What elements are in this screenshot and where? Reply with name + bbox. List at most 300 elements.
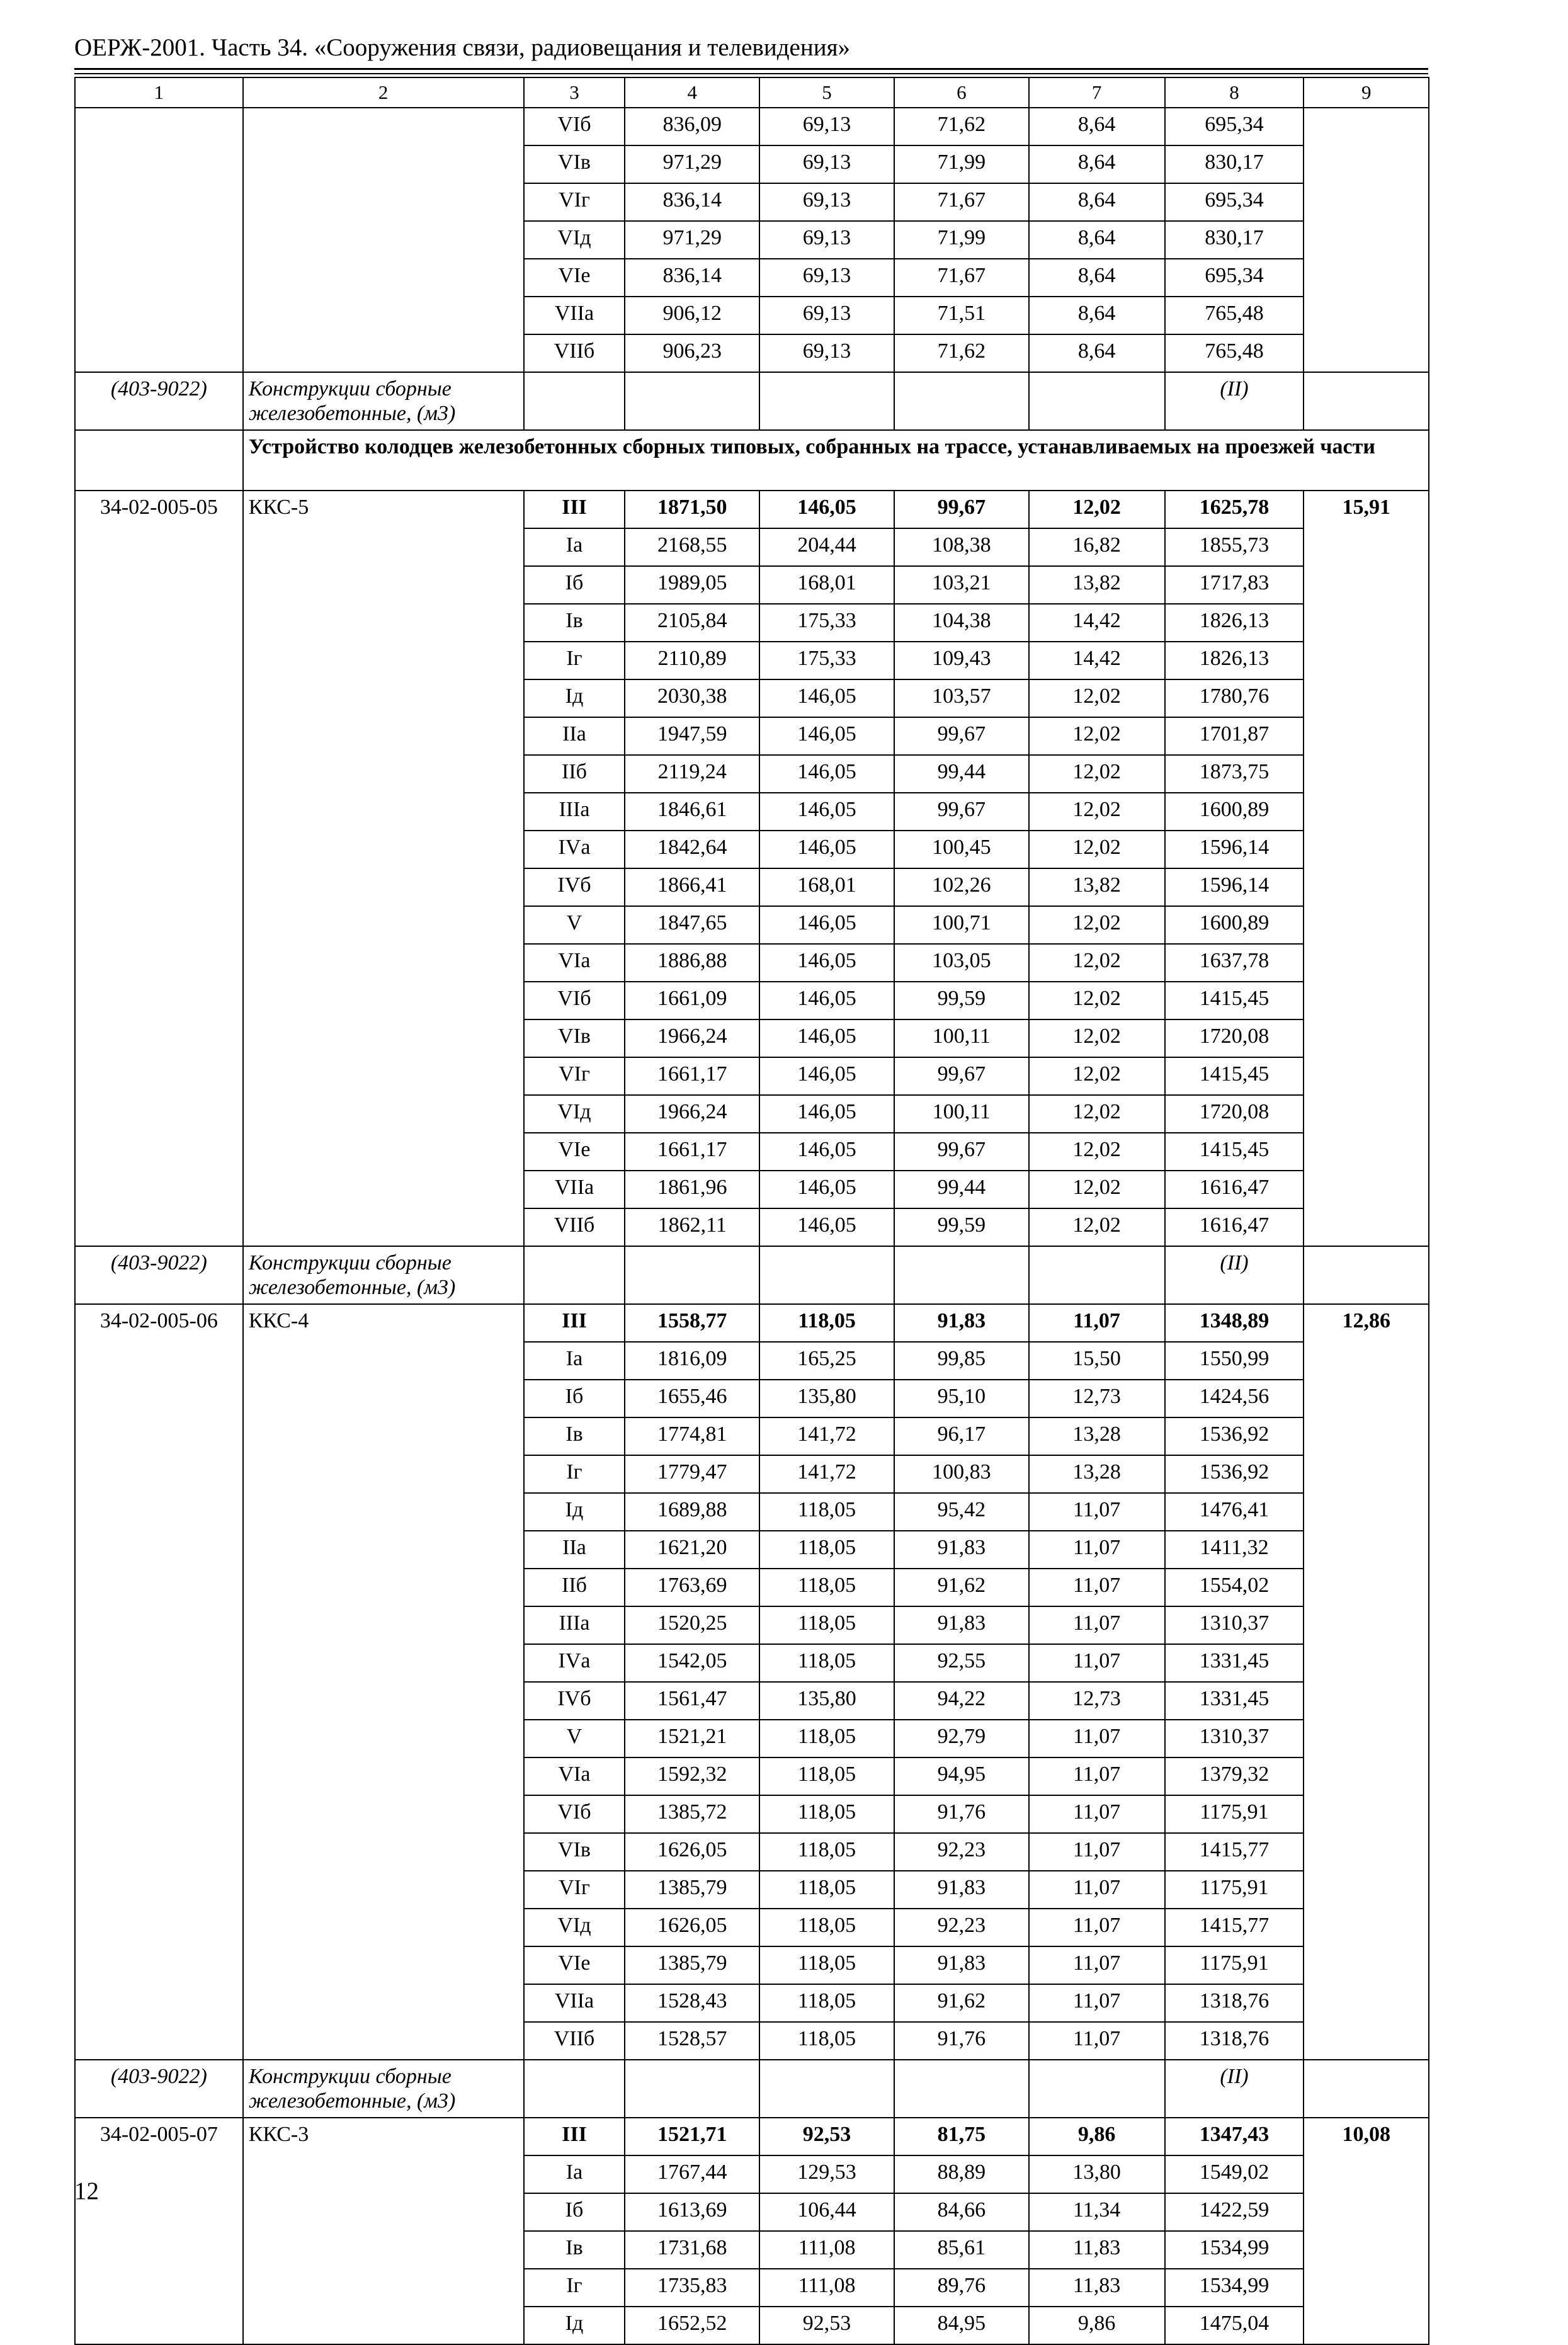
labor-value: 10,08 [1304,2118,1429,2344]
table-cell: VIд [524,1909,625,1946]
header-rule-thin [74,73,1428,74]
table-cell: 85,61 [894,2231,1029,2269]
rate-code: 34-02-005-05 [75,491,243,1246]
labor-value [1304,108,1429,372]
table-cell: VIб [524,982,625,1019]
table-cell: 1528,57 [625,2022,759,2060]
table-cell: 8,64 [1029,259,1165,297]
table-cell: 1415,45 [1165,1057,1304,1095]
table-cell: 1424,56 [1165,1380,1304,1417]
note-row [75,2060,1429,2118]
table-cell: 1422,59 [1165,2193,1304,2231]
column-number: 5 [759,77,894,108]
table-cell: 141,72 [759,1417,894,1455]
table-cell: 69,13 [759,221,894,259]
table-row [75,108,1429,145]
table-cell: 92,23 [894,1909,1029,1946]
table-cell: 146,05 [759,1133,894,1171]
table-cell: 1331,45 [1165,1682,1304,1720]
table-cell: 765,48 [1165,297,1304,334]
table-cell: 13,28 [1029,1455,1165,1493]
table-row [75,491,1429,528]
table-cell: 88,89 [894,2155,1029,2193]
note-value: (II) [1165,1246,1304,1304]
table-cell: 11,07 [1029,1833,1165,1871]
column-number: 8 [1165,77,1304,108]
table-cell: 1816,09 [625,1342,759,1380]
table-cell: 14,42 [1029,604,1165,642]
table-cell: 765,48 [1165,334,1304,372]
table-cell: 118,05 [759,1984,894,2022]
table-cell: 1826,13 [1165,642,1304,679]
note-text [243,2060,524,2118]
table-cell: 1542,05 [625,1644,759,1682]
table-cell: 1411,32 [1165,1531,1304,1569]
note-code: (403-9022) [75,2060,243,2118]
table-cell: 106,44 [759,2193,894,2231]
note-value: (II) [1165,2060,1304,2118]
table-cell: 69,13 [759,108,894,145]
table-cell: 1731,68 [625,2231,759,2269]
table-cell: 1871,50 [625,491,759,528]
table-cell: 13,28 [1029,1417,1165,1455]
table-cell: 168,01 [759,868,894,906]
table-cell: 1596,14 [1165,831,1304,868]
table-cell: 906,23 [625,334,759,372]
item-name: ККС-5 [243,491,524,1246]
table-cell: 146,05 [759,755,894,793]
table-cell: 1625,78 [1165,491,1304,528]
table-cell: 12,02 [1029,491,1165,528]
table-cell: 104,38 [894,604,1029,642]
table-cell: 1767,44 [625,2155,759,2193]
note-value: (II) [1165,372,1304,430]
table-cell: V [524,1720,625,1757]
table-cell: 836,14 [625,259,759,297]
table-cell: VIв [524,145,625,183]
item-name [243,108,524,372]
table-cell: 13,82 [1029,566,1165,604]
labor-value: 12,86 [1304,1304,1429,2060]
column-number: 2 [243,77,524,108]
table-cell: 14,42 [1029,642,1165,679]
table-cell: 99,67 [894,1133,1029,1171]
table-cell: 1475,04 [1165,2307,1304,2344]
table-cell: Iа [524,2155,625,2193]
table-cell: 99,67 [894,1057,1029,1095]
rate-code: 34-02-005-07 [75,2118,243,2344]
table-cell: 1689,88 [625,1493,759,1531]
table-cell: 695,34 [1165,108,1304,145]
table-cell: 11,07 [1029,1909,1165,1946]
table-cell: 146,05 [759,1208,894,1246]
table-cell: 12,02 [1029,944,1165,982]
note-text-line: железобетонные, (м3) [248,402,456,426]
table-cell: 71,99 [894,145,1029,183]
table-cell: VIIб [524,1208,625,1246]
table-cell: 11,83 [1029,2269,1165,2307]
table-cell: 11,34 [1029,2193,1165,2231]
table-cell: VIIб [524,2022,625,2060]
table-cell: 146,05 [759,717,894,755]
table-cell: 11,07 [1029,1984,1165,2022]
note-text-line: Конструкции сборные [248,377,452,400]
table-cell: 71,62 [894,108,1029,145]
table-cell: 165,25 [759,1342,894,1380]
table-cell: 1616,47 [1165,1208,1304,1246]
note-text [243,372,524,430]
table-cell: 99,44 [894,1171,1029,1208]
table-cell: 100,11 [894,1019,1029,1057]
table-cell: 2119,24 [625,755,759,793]
table-cell: 1310,37 [1165,1720,1304,1757]
column-number: 4 [625,77,759,108]
table-cell: 69,13 [759,297,894,334]
table-cell: 11,07 [1029,2022,1165,2060]
table-cell: 12,02 [1029,679,1165,717]
table-cell: 1846,61 [625,793,759,831]
table-cell: 1655,46 [625,1380,759,1417]
page-header: ОЕРЖ-2001. Часть 34. «Сооружения связи, радиовещания и телевидения» [74,34,851,61]
section-title: Устройство колодцев железобетонных сборных типовых, собранных на трассе, устанавливаемых на проезжей части [243,430,1429,491]
table-cell: 1600,89 [1165,906,1304,944]
table-cell: 89,76 [894,2269,1029,2307]
table-cell: 100,45 [894,831,1029,868]
table-cell: 1175,91 [1165,1795,1304,1833]
table-cell: 11,07 [1029,1720,1165,1757]
table-cell: 69,13 [759,259,894,297]
table-cell: 971,29 [625,221,759,259]
table-cell: 99,59 [894,982,1029,1019]
table-cell: 11,07 [1029,1304,1165,1342]
table-cell: 11,07 [1029,1493,1165,1531]
table-cell: 95,42 [894,1493,1029,1531]
table-cell: 91,83 [894,1946,1029,1984]
table-cell: 8,64 [1029,183,1165,221]
table-cell: V [524,906,625,944]
table-cell: 11,07 [1029,1606,1165,1644]
table-cell: 175,33 [759,642,894,679]
table-cell: 71,51 [894,297,1029,334]
table-cell: 91,83 [894,1871,1029,1909]
table-cell: 99,44 [894,755,1029,793]
note-text-line: железобетонные, (м3) [248,1276,456,1300]
rates-table [74,77,1429,2345]
table-cell: 91,83 [894,1606,1029,1644]
table-cell: 1626,05 [625,1833,759,1871]
table-cell: 146,05 [759,1019,894,1057]
column-number: 9 [1304,77,1429,108]
table-cell: 1717,83 [1165,566,1304,604]
table-cell: 118,05 [759,1946,894,1984]
table-cell: 1331,45 [1165,1644,1304,1682]
table-cell: 1780,76 [1165,679,1304,717]
table-cell: 108,38 [894,528,1029,566]
table-cell: 175,33 [759,604,894,642]
table-cell: 2110,89 [625,642,759,679]
table-cell: 118,05 [759,1833,894,1871]
header-rule [74,68,1428,70]
table-cell: 12,02 [1029,717,1165,755]
table-cell: 92,55 [894,1644,1029,1682]
table-cell: 1549,02 [1165,2155,1304,2193]
table-cell: 11,07 [1029,1871,1165,1909]
table-cell: 1347,43 [1165,2118,1304,2155]
table-cell: 1476,41 [1165,1493,1304,1531]
table-cell: 836,09 [625,108,759,145]
table-cell: Iб [524,566,625,604]
table-cell: 118,05 [759,1606,894,1644]
table-cell: 135,80 [759,1380,894,1417]
table-cell: 81,75 [894,2118,1029,2155]
table-cell: 91,76 [894,1795,1029,1833]
table-cell: 99,85 [894,1342,1029,1380]
column-number: 7 [1029,77,1165,108]
table-cell: Iд [524,679,625,717]
table-cell: 12,73 [1029,1380,1165,1417]
table-cell: 118,05 [759,1531,894,1569]
table-cell: VIе [524,1946,625,1984]
table-cell: 118,05 [759,1304,894,1342]
table-cell: Iб [524,1380,625,1417]
table-cell: VIб [524,1795,625,1833]
table-cell: 94,95 [894,1757,1029,1795]
table-cell: 11,07 [1029,1569,1165,1606]
table-cell: 91,83 [894,1304,1029,1342]
table-cell: 168,01 [759,566,894,604]
table-cell: Iа [524,1342,625,1380]
table-cell: Iд [524,1493,625,1531]
table-cell: 95,10 [894,1380,1029,1417]
table-cell: 1528,43 [625,1984,759,2022]
table-cell: 92,23 [894,1833,1029,1871]
table-cell: 1600,89 [1165,793,1304,831]
table-cell: 1626,05 [625,1909,759,1946]
table-cell: 96,17 [894,1417,1029,1455]
table-cell: 69,13 [759,183,894,221]
table-cell: 11,07 [1029,1946,1165,1984]
note-row [75,1246,1429,1304]
table-cell: IVб [524,868,625,906]
table-cell: 146,05 [759,982,894,1019]
column-number-row [75,77,1429,108]
table-cell: 118,05 [759,1909,894,1946]
table-cell: 1613,69 [625,2193,759,2231]
table-cell: 1592,32 [625,1757,759,1795]
table-cell: 1385,79 [625,1946,759,1984]
table-cell: III [524,1304,625,1342]
table-cell: IVа [524,1644,625,1682]
table-cell: 1534,99 [1165,2231,1304,2269]
table-cell: III [524,491,625,528]
table-cell: IIIа [524,1606,625,1644]
table-cell: 99,67 [894,793,1029,831]
table-cell: Iд [524,2307,625,2344]
table-cell: Iг [524,1455,625,1493]
table-cell: VIб [524,108,625,145]
table-cell: VIа [524,944,625,982]
table-cell: 94,22 [894,1682,1029,1720]
table-cell: 84,95 [894,2307,1029,2344]
table-cell: 71,67 [894,183,1029,221]
table-cell: Iг [524,642,625,679]
table-cell: 1415,45 [1165,1133,1304,1171]
table-cell: 146,05 [759,491,894,528]
table-cell: 1861,96 [625,1171,759,1208]
page-number: 12 [74,2178,99,2205]
table-cell: 1735,83 [625,2269,759,2307]
column-number: 6 [894,77,1029,108]
table-cell: VIг [524,1057,625,1095]
table-row [75,1304,1429,1342]
table-cell: 8,64 [1029,145,1165,183]
table-cell: III [524,2118,625,2155]
table-cell: 12,02 [1029,831,1165,868]
table-cell: 100,83 [894,1455,1029,1493]
table-cell: Iв [524,1417,625,1455]
table-cell: 146,05 [759,793,894,831]
note-text-line: железобетонные, (м3) [248,2089,456,2113]
table-cell: 146,05 [759,679,894,717]
table-cell: 141,72 [759,1455,894,1493]
table-cell: 102,26 [894,868,1029,906]
table-cell: 92,53 [759,2307,894,2344]
table-cell: 91,83 [894,1531,1029,1569]
table-cell: 69,13 [759,145,894,183]
table-cell: 12,02 [1029,1133,1165,1171]
table-cell: 1550,99 [1165,1342,1304,1380]
table-cell: 91,62 [894,1984,1029,2022]
table-cell: 111,08 [759,2231,894,2269]
table-cell: 146,05 [759,1057,894,1095]
table-cell: 830,17 [1165,221,1304,259]
rates-table-container [74,77,1429,2345]
table-cell: 1966,24 [625,1095,759,1133]
table-cell: IIа [524,1531,625,1569]
table-cell: 1701,87 [1165,717,1304,755]
table-cell: 1616,47 [1165,1171,1304,1208]
note-text [243,1246,524,1304]
table-cell: IIб [524,755,625,793]
table-cell: 1536,92 [1165,1417,1304,1455]
table-cell: 91,76 [894,2022,1029,2060]
table-cell: 1385,79 [625,1871,759,1909]
table-cell: 2168,55 [625,528,759,566]
table-cell: 1385,72 [625,1795,759,1833]
table-cell: 84,66 [894,2193,1029,2231]
table-cell: 135,80 [759,1682,894,1720]
table-cell: 118,05 [759,1795,894,1833]
table-cell: 8,64 [1029,221,1165,259]
table-cell: 12,02 [1029,906,1165,944]
table-cell: 71,67 [894,259,1029,297]
table-cell: 1720,08 [1165,1019,1304,1057]
table-cell: 1947,59 [625,717,759,755]
table-cell: 103,21 [894,566,1029,604]
table-cell: 1862,11 [625,1208,759,1246]
table-cell: 118,05 [759,1644,894,1682]
column-number: 3 [524,77,625,108]
table-cell: 1966,24 [625,1019,759,1057]
table-cell: Iв [524,2231,625,2269]
table-cell: 99,67 [894,717,1029,755]
table-cell: 1652,52 [625,2307,759,2344]
note-text-line: Конструкции сборные [248,1251,452,1275]
table-cell: 99,67 [894,491,1029,528]
table-cell: 1763,69 [625,1569,759,1606]
table-cell: 1536,92 [1165,1455,1304,1493]
table-cell: 1318,76 [1165,1984,1304,2022]
table-cell: VIIб [524,334,625,372]
table-cell: 118,05 [759,1757,894,1795]
table-cell: 129,53 [759,2155,894,2193]
table-cell: 1779,47 [625,1455,759,1493]
rate-code [75,108,243,372]
table-cell: 12,02 [1029,793,1165,831]
table-cell: 11,83 [1029,2231,1165,2269]
table-cell: 1521,21 [625,1720,759,1757]
table-cell: 1175,91 [1165,1871,1304,1909]
table-cell: 118,05 [759,1871,894,1909]
table-cell: 12,73 [1029,1682,1165,1720]
table-cell: 1847,65 [625,906,759,944]
table-cell: 146,05 [759,906,894,944]
table-cell: 118,05 [759,1493,894,1531]
table-cell: 906,12 [625,297,759,334]
table-cell: 11,07 [1029,1757,1165,1795]
table-cell: 1415,77 [1165,1833,1304,1871]
table-cell: 71,99 [894,221,1029,259]
table-cell: 146,05 [759,1095,894,1133]
table-cell: 8,64 [1029,334,1165,372]
table-cell: 13,80 [1029,2155,1165,2193]
table-cell: 92,53 [759,2118,894,2155]
table-cell: 12,02 [1029,1057,1165,1095]
table-cell: 100,11 [894,1095,1029,1133]
table-cell: 8,64 [1029,108,1165,145]
table-cell: VIIа [524,1171,625,1208]
table-cell: IVа [524,831,625,868]
table-cell: 103,05 [894,944,1029,982]
table-cell: 1415,77 [1165,1909,1304,1946]
table-cell: 695,34 [1165,259,1304,297]
table-cell: 1661,17 [625,1133,759,1171]
table-cell: 1520,25 [625,1606,759,1644]
table-cell: 69,13 [759,334,894,372]
item-name: ККС-3 [243,2118,524,2344]
table-cell: VIв [524,1833,625,1871]
table-cell: VIе [524,1133,625,1171]
table-cell: 146,05 [759,1171,894,1208]
table-cell: 2030,38 [625,679,759,717]
table-cell: 103,57 [894,679,1029,717]
note-text-line: Конструкции сборные [248,2065,452,2088]
table-cell: 1989,05 [625,566,759,604]
table-cell: 1842,64 [625,831,759,868]
table-cell: 9,86 [1029,2307,1165,2344]
labor-value: 15,91 [1304,491,1429,1246]
table-cell: 12,02 [1029,755,1165,793]
table-cell: 1534,99 [1165,2269,1304,2307]
table-cell: 12,02 [1029,1208,1165,1246]
table-cell: 146,05 [759,831,894,868]
rates-table-body [75,77,1429,2344]
table-cell: 1826,13 [1165,604,1304,642]
column-number: 1 [75,77,243,108]
table-cell: VIд [524,1095,625,1133]
table-cell: Iб [524,2193,625,2231]
table-cell: 836,14 [625,183,759,221]
